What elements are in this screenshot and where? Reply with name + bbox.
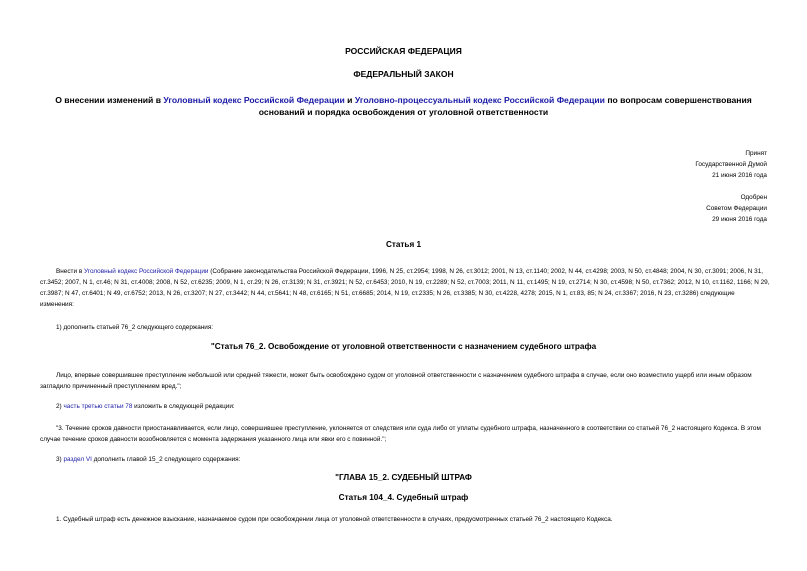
criminal-procedure-code-link[interactable]: Уголовно-процессуальный кодекс Российской Федерации — [354, 95, 605, 105]
item-3-rest: дополнить главой 15_2 следующего содержания: — [91, 456, 241, 463]
approved-date: 29 июня 2016 года — [712, 216, 767, 223]
article-76-2-heading: "Статья 76_2. Освобождение от уголовной ответственности с назначением судебного штрафа — [210, 342, 597, 351]
intro-prefix: Внести в — [56, 268, 84, 275]
title-text-2: и — [344, 95, 355, 105]
item-1: 1) дополнить статьей 76_2 следующего содержания: — [56, 324, 214, 331]
chapter-15-2-heading: "ГЛАВА 15_2. СУДЕБНЫЙ ШТРАФ — [335, 473, 472, 482]
item-3 — [56, 454, 770, 465]
doc-type-heading: ФЕДЕРАЛЬНЫЙ ЗАКОН — [353, 69, 454, 79]
title-text-3: по вопросам совершенствования оснований и порядка освобождения от уголовной ответственности — [258, 95, 752, 117]
item-2-rest: изложить в следующей редакции: — [132, 403, 235, 410]
item-2 — [56, 401, 770, 412]
section-vi-link[interactable]: раздел VI — [63, 456, 92, 463]
adopted-label: Принят — [745, 150, 767, 157]
intro-criminal-code-link[interactable]: Уголовный кодекс Российской Федерации — [83, 268, 209, 275]
article-1-heading: Статья 1 — [385, 240, 422, 249]
article-104-4-heading: Статья 104_4. Судебный штраф — [338, 493, 469, 502]
intro-rest: (Собрание законодательства Российской Федерации, 1996, N 25, ст.2954; 1998, N 26, ст.3012; 2001, N 13, ст.1140; 2002, N 44, ст.4298; 2003, N 50, ст.4848; 2004, N 30, ст.3091; 2006, N 31, ст.3452; 2007, N 1, ст.46; N 31, ст.4008; 2008, N 52, ст.6235; 2009, N 1, ст.29; N 26, ст.3139; N 31, ст.3921; N 52, ст.6453; 2010, N 19, ст.2289; N 52, ст.7003; 2011, N 11, ст.1495; N 19, ст.2714; N 30, ст.4598; N 50, ст.7362; 2012, N 10, ст.1162, 1166; N 29, ст.3987; N 47, ст.6401; N 49, ст.6752; 2013, N 26, ст.3207; N 27, ст.3442; N 44, ст.5641; N 48, ст.6165; N 51, ст.6685; 2014, N 19, ст.2335; N 26, ст.3385; N 30, ст.4228, 4278; 2015, N 1, ст.83, 85; N 24, ст.3367; 2016, N 23, ст.3286) следующие изменения: — [40, 268, 770, 308]
document-title — [40, 94, 767, 118]
approved-label: Одобрен — [740, 194, 767, 201]
adoption-block — [567, 148, 767, 225]
country-heading: РОССИЙСКАЯ ФЕДЕРАЦИЯ — [345, 46, 462, 56]
item-2-prefix: 2) — [56, 403, 64, 410]
adopted-by: Государственной Думой — [695, 161, 767, 168]
article-76-2-text: Лицо, впервые совершившее преступление небольшой или средней тяжести, может быть освобождено судом от уголовной ответственности с назначением судебного штрафа в случае, если оно возместило ущерб или иным образом загладило причиненный преступлением вред."; — [40, 372, 752, 390]
article-78-part-3-link[interactable]: часть третью статьи 78 — [63, 403, 133, 410]
article-1-intro — [40, 266, 770, 310]
item-2-text: "3. Течение сроков давности приостанавливается, если лицо, совершившее преступление, уклоняется от следствия или суда либо от уплаты судебного штрафа, назначенного в соответствии со статьей 76_2 настоящего Кодекса. В этом случае течение сроков давности возобновляется с момента задержания указанного лица или явки его с повинной."; — [40, 425, 761, 443]
criminal-code-link[interactable]: Уголовный кодекс Российской Федерации — [163, 95, 345, 105]
article-104-4-text: 1. Судебный штраф есть денежное взыскание, назначаемое судом при освобождении лица от уголовной ответственности в случаях, предусмотренных статьей 76_2 настоящего Кодекса. — [56, 516, 613, 523]
item-3-prefix: 3) — [56, 456, 64, 463]
title-text-1: О внесении изменений в — [55, 95, 164, 105]
approved-by: Советом Федерации — [706, 205, 767, 212]
adopted-date: 21 июня 2016 года — [712, 172, 767, 179]
